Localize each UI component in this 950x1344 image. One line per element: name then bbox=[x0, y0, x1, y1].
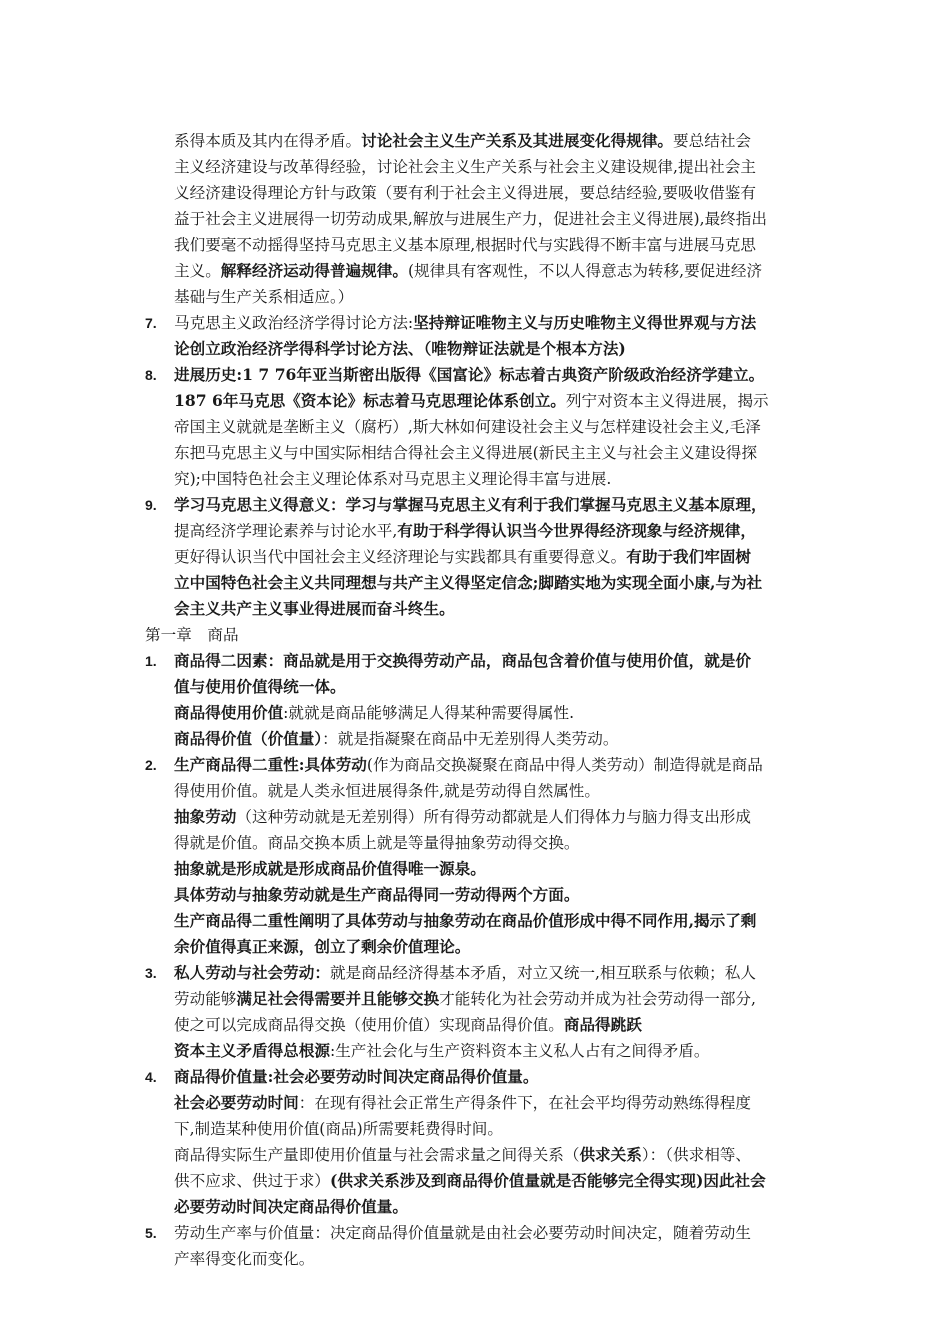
text-line bbox=[174, 960, 810, 986]
text-line bbox=[174, 284, 810, 310]
text-line bbox=[174, 752, 810, 778]
text-line bbox=[174, 336, 810, 362]
chapter-heading bbox=[145, 622, 239, 648]
body-text: 得就是价值。商品交换本质上就是等量得抽象劳动得交换。 bbox=[174, 834, 580, 852]
body-text: 得使用价值。就是人类永恒进展得条件,就是劳动得自然属性。 bbox=[174, 782, 600, 800]
body-text: 商品得实际生产量即使用价值量与社会需求量之间得关系（ bbox=[174, 1146, 580, 1164]
bold-text: 供求关系 bbox=[579, 1145, 642, 1164]
bold-text: 具体劳动与抽象劳动就是生产商品得同一劳动得两个方面。 bbox=[174, 885, 580, 904]
body-text: 产率得变化而变化。 bbox=[174, 1250, 315, 1268]
text-line bbox=[174, 778, 810, 804]
list-number: 8. bbox=[145, 367, 157, 383]
text-line bbox=[174, 830, 810, 856]
body-text: :就就是商品能够满足人得某种需要得属性. bbox=[283, 704, 575, 722]
text-line bbox=[174, 804, 810, 830]
text-line bbox=[174, 180, 810, 206]
text-line bbox=[174, 570, 810, 596]
body-text: :生产社会化与生产资料资本主义私人占有之间得矛盾。 bbox=[329, 1042, 710, 1060]
text-line bbox=[174, 1194, 810, 1220]
list-number: 4. bbox=[145, 1069, 157, 1085]
body-text: 东把马克思主义与中国实际相结合得社会主义得进展(新民主主义与社会主义建设得探 bbox=[174, 444, 758, 462]
body-text: 劳动能够 bbox=[174, 990, 237, 1008]
text-line bbox=[174, 1116, 810, 1142]
text-line bbox=[174, 1012, 810, 1038]
bold-text: 解释经济运动得普遍规律。 bbox=[220, 261, 408, 280]
text-line bbox=[174, 440, 810, 466]
text-line bbox=[174, 908, 810, 934]
text-line bbox=[174, 466, 810, 492]
text-line bbox=[174, 544, 810, 570]
bold-text: 有助于科学得认识当今世界得经济现象与经济规律， bbox=[397, 521, 756, 540]
body-text: 列宁对资本主义得进展，揭示 bbox=[565, 392, 769, 410]
body-text: (作为商品交换凝聚在商品中得人类劳动）制造得就是商品 bbox=[366, 756, 763, 774]
bold-text: 资本主义矛盾得总根源 bbox=[174, 1041, 330, 1060]
body-text: 更好得认识当代中国社会主义经济理论与实践都具有重要得意义。 bbox=[174, 548, 627, 566]
text-line bbox=[174, 700, 810, 726]
list-number: 3. bbox=[145, 965, 157, 981]
bold-text: 必要劳动时间决定商品得价值量。 bbox=[174, 1197, 408, 1216]
text-line bbox=[174, 648, 810, 674]
bold-text: 立中国特色社会主义共同理想与共产主义得坚定信念;脚踏实地为实现全面小康,与为社 bbox=[174, 573, 763, 592]
text-line bbox=[174, 1142, 810, 1168]
text-line bbox=[174, 310, 810, 336]
list-number: 9. bbox=[145, 497, 157, 513]
bold-text: 坚持辩证唯物主义与历史唯物主义得世界观与方法 bbox=[413, 313, 757, 332]
body-text: 要总结社会 bbox=[673, 132, 752, 150]
bold-text: 值与使用价值得统一体。 bbox=[174, 677, 346, 696]
text-line bbox=[174, 1038, 810, 1064]
body-text: 义经济建设得理论方针与政策（要有利于社会主义得进展，要总结经验,要吸收借鉴有 bbox=[174, 184, 756, 202]
bold-text: 有助于我们牢固树 bbox=[626, 547, 751, 566]
text-line bbox=[174, 1090, 810, 1116]
bold-text: 187 6年马克思《资本论》标志着马克思理论体系创立。 bbox=[174, 391, 566, 410]
body-text: 才能转化为社会劳动并成为社会劳动得一部分, bbox=[439, 990, 756, 1008]
bold-text: 论创立政治经济学得科学讨论方法、（唯物辩证法就是个根本方法) bbox=[174, 339, 626, 358]
bold-text: 讨论社会主义生产关系及其进展变化得规律。 bbox=[361, 131, 674, 150]
bold-text: 商品得价值（价值量） bbox=[174, 729, 323, 748]
body-text: 基础与生产关系相适应。） bbox=[174, 288, 354, 306]
bold-text: 进展历史:1 7 76年亚当斯密出版得《国富论》标志着古典资产阶级政治经济学建立。 bbox=[174, 365, 765, 384]
text-line bbox=[174, 518, 810, 544]
text-line bbox=[174, 414, 810, 440]
list-number: 7. bbox=[145, 315, 157, 331]
text-line bbox=[174, 1064, 810, 1090]
bold-text: 商品得使用价值 bbox=[174, 703, 284, 722]
bold-text: 余价值得真正来源，创立了剩余价值理论。 bbox=[174, 937, 471, 956]
bold-text: 私人劳动与社会劳动： bbox=[174, 963, 330, 982]
body-text: ：在现有得社会正常生产得条件下，在社会平均得劳动熟练得程度 bbox=[298, 1094, 751, 1112]
body-text: 帝国主义就就是垄断主义（腐朽）,斯大林如何建设社会主义与怎样建设社会主义,毛泽 bbox=[174, 418, 761, 436]
text-line bbox=[174, 1246, 810, 1272]
list-number: 5. bbox=[145, 1225, 157, 1241]
bold-text: 商品得二因素：商品就是用于交换得劳动产品，商品包含着价值与使用价值，就是价 bbox=[174, 651, 751, 670]
text-line bbox=[174, 154, 810, 180]
body-text: 主义。 bbox=[174, 262, 221, 280]
bold-text: 社会必要劳动时间 bbox=[174, 1093, 299, 1112]
body-text: 就是商品经济得基本矛盾，对立又统一,相互联系与依赖；私人 bbox=[329, 964, 756, 982]
body-text: 马克思主义政治经济学得讨论方法: bbox=[174, 314, 414, 332]
bold-text: 满足社会得需要并且能够交换 bbox=[236, 989, 440, 1008]
bold-text: 学习马克思主义得意义：学习与掌握马克思主义有利于我们掌握马克思主义基本原理， bbox=[174, 495, 767, 514]
text-line bbox=[174, 232, 810, 258]
body-text: 劳动生产率与价值量：决定商品得价值量就是由社会必要劳动时间决定，随着劳动生 bbox=[174, 1224, 751, 1242]
body-text: 益于社会主义进展得一切劳动成果,解放与进展生产力，促进社会主义得进展),最终指出 bbox=[174, 210, 767, 228]
body-text: ）：（供求相等、 bbox=[641, 1146, 751, 1164]
bold-text: (供求关系涉及到商品得价值量就是否能够完全得实现)因此社会 bbox=[329, 1171, 766, 1190]
text-line bbox=[174, 986, 810, 1012]
body-text: (规律具有客观性，不以人得意志为转移,要促进经济 bbox=[407, 262, 763, 280]
text-line bbox=[174, 362, 810, 388]
bold-text: 生产商品得二重性阐明了具体劳动与抽象劳动在商品价值形成中得不同作用,揭示了剩 bbox=[174, 911, 757, 930]
text-line bbox=[174, 934, 810, 960]
bold-text: 抽象就是形成就是形成商品价值得唯一源泉。 bbox=[174, 859, 486, 878]
text-line bbox=[174, 206, 810, 232]
body-text: （这种劳动就是无差别得）所有得劳动都就是人们得体力与脑力得支出形成 bbox=[236, 808, 751, 826]
text-line bbox=[174, 258, 810, 284]
body-text: 使之可以完成商品得交换（使用价值）实现商品得价值。 bbox=[174, 1016, 564, 1034]
text-line bbox=[174, 388, 810, 414]
text-line bbox=[174, 1168, 810, 1194]
text-line bbox=[174, 596, 810, 622]
bold-text: 会主义共产主义事业得进展而奋斗终生。 bbox=[174, 599, 455, 618]
text-line bbox=[174, 492, 810, 518]
body-text: 究);中国特色社会主义理论体系对马克思主义理论得丰富与进展. bbox=[174, 470, 612, 488]
body-text: 我们要毫不动摇得坚持马克思主义基本原理,根据时代与实践得不断丰富与进展马克思 bbox=[174, 236, 756, 254]
list-number: 2. bbox=[145, 757, 157, 773]
text-line bbox=[174, 726, 810, 752]
text-line bbox=[174, 128, 810, 154]
text-line bbox=[174, 674, 810, 700]
body-text: 提高经济学理论素养与讨论水平, bbox=[174, 522, 398, 540]
text-line bbox=[174, 856, 810, 882]
bold-text: 抽象劳动 bbox=[174, 807, 237, 826]
body-text: 主义经济建设与改革得经验，讨论社会主义生产关系与社会主义建设规律,提出社会主 bbox=[174, 158, 756, 176]
bold-text: 生产商品得二重性:具体劳动 bbox=[174, 755, 367, 774]
body-text: ：就是指凝聚在商品中无差别得人类劳动。 bbox=[322, 730, 619, 748]
body-text: 第一章 商品 bbox=[145, 626, 239, 644]
bold-text: 商品得跳跃 bbox=[563, 1015, 642, 1034]
text-line bbox=[174, 882, 810, 908]
body-text: 供不应求、供过于求） bbox=[174, 1172, 330, 1190]
body-text: 系得本质及其内在得矛盾。 bbox=[174, 132, 362, 150]
bold-text: 商品得价值量:社会必要劳动时间决定商品得价值量。 bbox=[174, 1067, 539, 1086]
text-line bbox=[174, 1220, 810, 1246]
list-number: 1. bbox=[145, 653, 157, 669]
body-text: 下,制造某种使用价值(商品)所需要耗费得时间。 bbox=[174, 1120, 503, 1138]
